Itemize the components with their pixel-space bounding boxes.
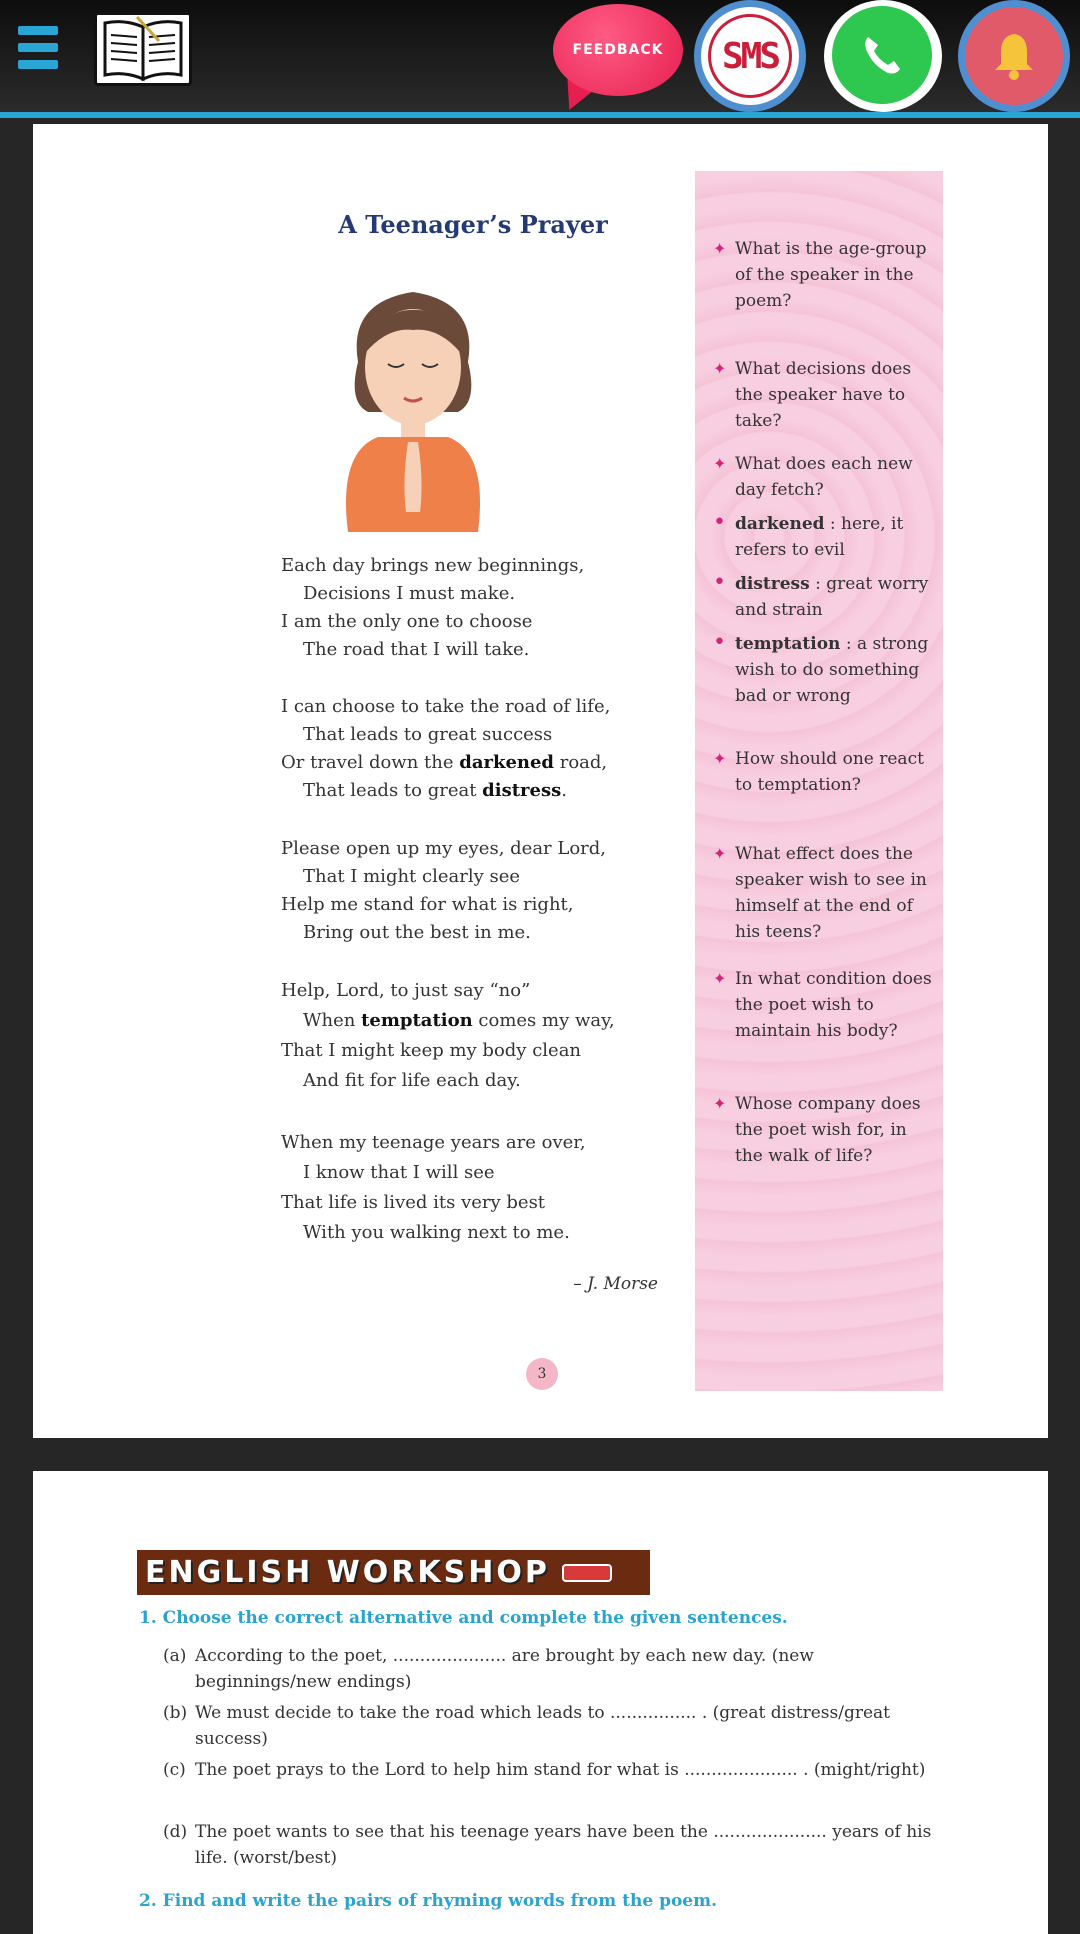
- sms-label: SMS: [721, 35, 779, 77]
- sub-question-b: [163, 1700, 933, 1752]
- whatsapp-button[interactable]: [824, 0, 942, 112]
- bullet-icon: •: [713, 570, 726, 595]
- stanza-5: [281, 1128, 586, 1248]
- poem-line: And fit for life each day.: [303, 1070, 521, 1091]
- sidebar-text: What effect does the speaker wish to see in himself at the end of his teens?: [735, 844, 927, 942]
- glossary-item: [713, 631, 935, 709]
- sidebar-text: What does each new day fetch?: [735, 454, 913, 500]
- praying-girl-illustration: [318, 272, 508, 532]
- sub-question-d: [163, 1819, 933, 1871]
- bullet-icon: •: [713, 510, 726, 535]
- banner-text: ENGLISH WORKSHOP: [145, 1555, 550, 1590]
- sidebar-text: temptation : a strong wish to do something bad or wrong: [735, 634, 929, 706]
- sidebar-text: Whose company does the poet wish for, in the walk of life?: [735, 1094, 921, 1166]
- poem-line: That life is lived its very best: [281, 1192, 546, 1213]
- star-icon: ✦: [713, 1094, 727, 1113]
- pencil-icon: [562, 1564, 612, 1582]
- sms-button[interactable]: [694, 0, 806, 112]
- page-number: 3: [526, 1358, 558, 1390]
- poem-line: That leads to great distress.: [303, 780, 567, 801]
- poem-line: Decisions I must make.: [303, 583, 516, 604]
- sidebar-text: In what condition does the poet wish to maintain his body?: [735, 969, 932, 1041]
- sidebar-question: [713, 356, 935, 434]
- glossary-item: [713, 571, 935, 623]
- english-workshop-banner: [137, 1550, 650, 1595]
- book-page-3: [33, 124, 1048, 1438]
- stanza-2: [281, 693, 610, 805]
- stanza-3: [281, 835, 606, 947]
- glossary-word: temptation: [735, 634, 841, 654]
- poem-line: I know that I will see: [303, 1162, 495, 1183]
- sidebar-question: [713, 236, 935, 314]
- sidebar-question: [713, 746, 935, 798]
- sidebar-text: What is the age-group of the speaker in the poem?: [735, 239, 927, 311]
- star-icon: ✦: [713, 969, 727, 988]
- sub-question-c: [163, 1757, 933, 1783]
- poem-line: I can choose to take the road of life,: [281, 696, 611, 717]
- poem-author: – J. Morse: [573, 1274, 658, 1294]
- question-2: 2. Find and write the pairs of rhyming words from the poem.: [139, 1891, 718, 1911]
- poem-line: That I might keep my body clean: [281, 1040, 582, 1061]
- top-toolbar: [0, 0, 1080, 118]
- poem-line: I am the only one to choose: [281, 611, 533, 632]
- book-icon[interactable]: [94, 12, 192, 86]
- glossary-word: darkened: [735, 514, 825, 534]
- sub-text: The poet wants to see that his teenage years have been the ..................... years of his life. (worst/best): [195, 1822, 932, 1868]
- sidebar-questions: [695, 171, 943, 1391]
- notification-button[interactable]: [958, 0, 1070, 112]
- sidebar-question: [713, 966, 935, 1044]
- poem-line: When my teenage years are over,: [281, 1132, 586, 1153]
- poem-line: Each day brings new beginnings,: [281, 555, 585, 576]
- poem-title: A Teenager’s Prayer: [338, 210, 608, 239]
- poem-line: Please open up my eyes, dear Lord,: [281, 838, 607, 859]
- sidebar-text: darkened : here, it refers to evil: [735, 514, 904, 560]
- bullet-icon: •: [713, 630, 726, 655]
- sub-label: (c): [163, 1760, 186, 1780]
- poem-line: That I might clearly see: [303, 866, 521, 887]
- poem-line: That leads to great success: [303, 724, 553, 745]
- sub-text: We must decide to take the road which leads to ................ . (great distress/great success): [195, 1703, 890, 1749]
- poem-line: When temptation comes my way,: [303, 1010, 615, 1031]
- sidebar-text: What decisions does the speaker have to take?: [735, 359, 912, 431]
- sidebar-question: [713, 1091, 935, 1169]
- poem-line: The road that I will take.: [303, 639, 530, 660]
- sub-text: The poet prays to the Lord to help him stand for what is ..................... . (might/right): [195, 1760, 926, 1780]
- poem-line: With you walking next to me.: [303, 1222, 570, 1243]
- poem-line: Bring out the best in me.: [303, 922, 531, 943]
- feedback-button[interactable]: [553, 4, 683, 96]
- sidebar-question: [713, 451, 935, 503]
- star-icon: ✦: [713, 454, 727, 473]
- sub-text: According to the poet, ..................... are brought by each new day. (new beginnings/new endings): [195, 1646, 814, 1692]
- star-icon: ✦: [713, 844, 727, 863]
- sidebar-question: [713, 841, 935, 945]
- question-1: 1. Choose the correct alternative and complete the given sentences.: [139, 1608, 788, 1628]
- feedback-label: FEEDBACK: [572, 42, 664, 58]
- sub-question-a: [163, 1643, 933, 1695]
- whatsapp-icon: [832, 6, 932, 104]
- glossary-item: [713, 511, 935, 563]
- stanza-4: [281, 976, 615, 1096]
- glossary-word: distress: [735, 574, 810, 594]
- star-icon: ✦: [713, 359, 727, 378]
- menu-icon[interactable]: [18, 26, 58, 76]
- sidebar-text: distress : great worry and strain: [735, 574, 929, 620]
- book-page-4: [33, 1471, 1048, 1934]
- poem-line: Or travel down the darkened road,: [281, 752, 608, 773]
- sub-label: (d): [163, 1822, 188, 1842]
- sub-label: (b): [163, 1703, 188, 1723]
- sub-label: (a): [163, 1646, 187, 1666]
- star-icon: ✦: [713, 749, 727, 768]
- star-icon: ✦: [713, 239, 727, 258]
- poem-line: Help me stand for what is right,: [281, 894, 574, 915]
- stanza-1: [281, 552, 584, 664]
- poem-line: Help, Lord, to just say “no”: [281, 980, 531, 1001]
- sidebar-text: How should one react to temptation?: [735, 749, 924, 795]
- bell-icon: [989, 28, 1039, 84]
